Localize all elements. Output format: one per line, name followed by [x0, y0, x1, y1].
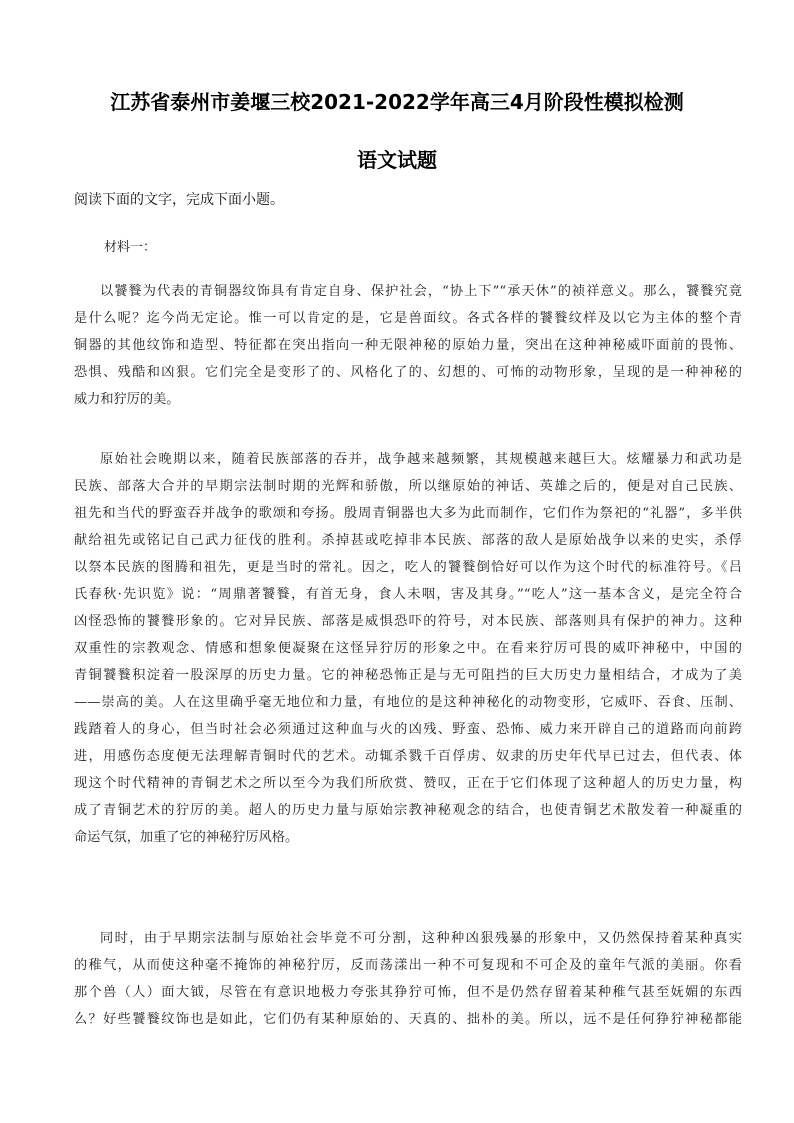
text-line: 的稚气，从而使这种毫不掩饰的神秘狞厉，反而荡漾出一种不可复现和不可企及的童年气派的美丽。你看 [74, 958, 742, 973]
text-line: 现这个时代精神的青铜艺术之所以至今为我们所欣赏、赞叹，正在于它们体现了这种超人的历史力量，构 [74, 776, 742, 791]
text-line: 威力和狞厉的美。 [74, 392, 180, 407]
page-title: 江苏省泰州市姜堰三校2021-2022学年高三4月阶段性模拟检测 [110, 90, 684, 114]
text-line: 青铜饕餮积淀着一股深厚的历史力量。它的神秘恐怖正是与无可阻挡的巨大历史力量相结合，才成为了美 [74, 668, 742, 683]
text-line: 那个兽（人）面大钺，尽管在有意识地极力夸张其狰狞可怖，但不是仍然存留着某种稚气甚至妩媚的东西 [74, 985, 742, 1000]
text-line: 恐惧、残酷和凶狠。它们完全是变形了的、风格化了的、幻想的、可怖的动物形象，呈现的是一种神秘的 [74, 365, 742, 380]
material-label: 材料一： [104, 240, 157, 255]
page-subtitle: 语文试题 [357, 148, 437, 172]
text-line: 践踏着人的身心，但当时社会必须通过这种血与火的凶残、野蛮、恐怖、威力来开辟自己的道路而向前跨 [74, 722, 742, 737]
text-line: 铜器的其他纹饰和造型、特征都在突出指向一种无限神秘的原始力量，突出在这种神秘威吓面前的畏怖、 [74, 338, 742, 353]
text-line: 献给祖先或铭记自己武力征伐的胜利。杀掉甚或吃掉非本民族、部落的敌人是原始战争以来的史实，杀俘 [74, 533, 742, 548]
text-line: 以祭本民族的图腾和祖先，更是当时的常礼。因之，吃人的饕餮倒恰好可以作为这个时代的标准符号。《吕 [74, 560, 742, 575]
paragraph-3 [74, 925, 742, 1033]
text-line: 是什么呢？迄今尚无定论。惟一可以肯定的是，它是兽面纹。各式各样的饕餮纹样及以它为主体的整个青 [74, 311, 742, 326]
paragraph-1 [74, 278, 742, 413]
text-line: 凶怪恐怖的饕餮形象的。它对异民族、部落是威惧恐吓的符号，对本民族、部落则具有保护的神力。这种 [74, 614, 742, 629]
text-line: 命运气氛，加重了它的神秘狞厉风格。 [74, 830, 299, 845]
text-line: ——崇高的美。人在这里确乎毫无地位和力量，有地位的是这种神秘化的动物变形，它威吓、吞食、压制、 [74, 695, 742, 710]
text-line: 成了青铜艺术的狞厉的美。超人的历史力量与原始宗教神秘观念的结合，也使青铜艺术散发着一种凝重的 [74, 803, 742, 818]
reading-instruction: 阅读下面的文字，完成下面小题。 [74, 192, 284, 208]
text-line: 以饕餮为代表的青铜器纹饰具有肯定自身、保护社会，“协上下”“承天休”的祯祥意义。那么，饕餮究竟 [100, 284, 742, 299]
text-line: 双重性的宗教观念、情感和想象便凝聚在这怪异狞厉的形象之中。在看来狞厉可畏的威吓神秘中，中国的 [74, 641, 742, 656]
text-line: 么？好些饕餮纹饰也是如此，它们仍有某种原始的、天真的、拙朴的美。所以，远不是任何狰狞神秘都能 [74, 1012, 742, 1027]
text-line: 民族、部落大合并的早期宗法制时期的光辉和骄傲，所以继原始的神话、英雄之后的，便是对自己民族、 [74, 479, 742, 494]
text-line: 进，用感伤态度便无法理解青铜时代的艺术。动辄杀戮千百俘虏、奴隶的历史年代早已过去，但代表、体 [74, 749, 742, 764]
text-line: 原始社会晚期以来，随着民族部落的吞并，战争越来越频繁，其规模越来越巨大。炫耀暴力和武功是 [100, 452, 742, 467]
text-line: 祖先和当代的野蛮吞并战争的歌颂和夸扬。殷周青铜器也大多为此而制作，它们作为祭祀的“礼器”，多半供 [74, 506, 742, 521]
paragraph-2 [74, 446, 742, 851]
text-line: 同时，由于早期宗法制与原始社会毕竟不可分割，这种种凶狠残暴的形象中，又仍然保持着某种真实 [100, 931, 742, 946]
text-line: 氏春秋·先识览》说：“周鼎著饕餮，有首无身，食人未咽，害及其身。”“吃人”这一基本含义，是完全符合 [74, 587, 742, 602]
